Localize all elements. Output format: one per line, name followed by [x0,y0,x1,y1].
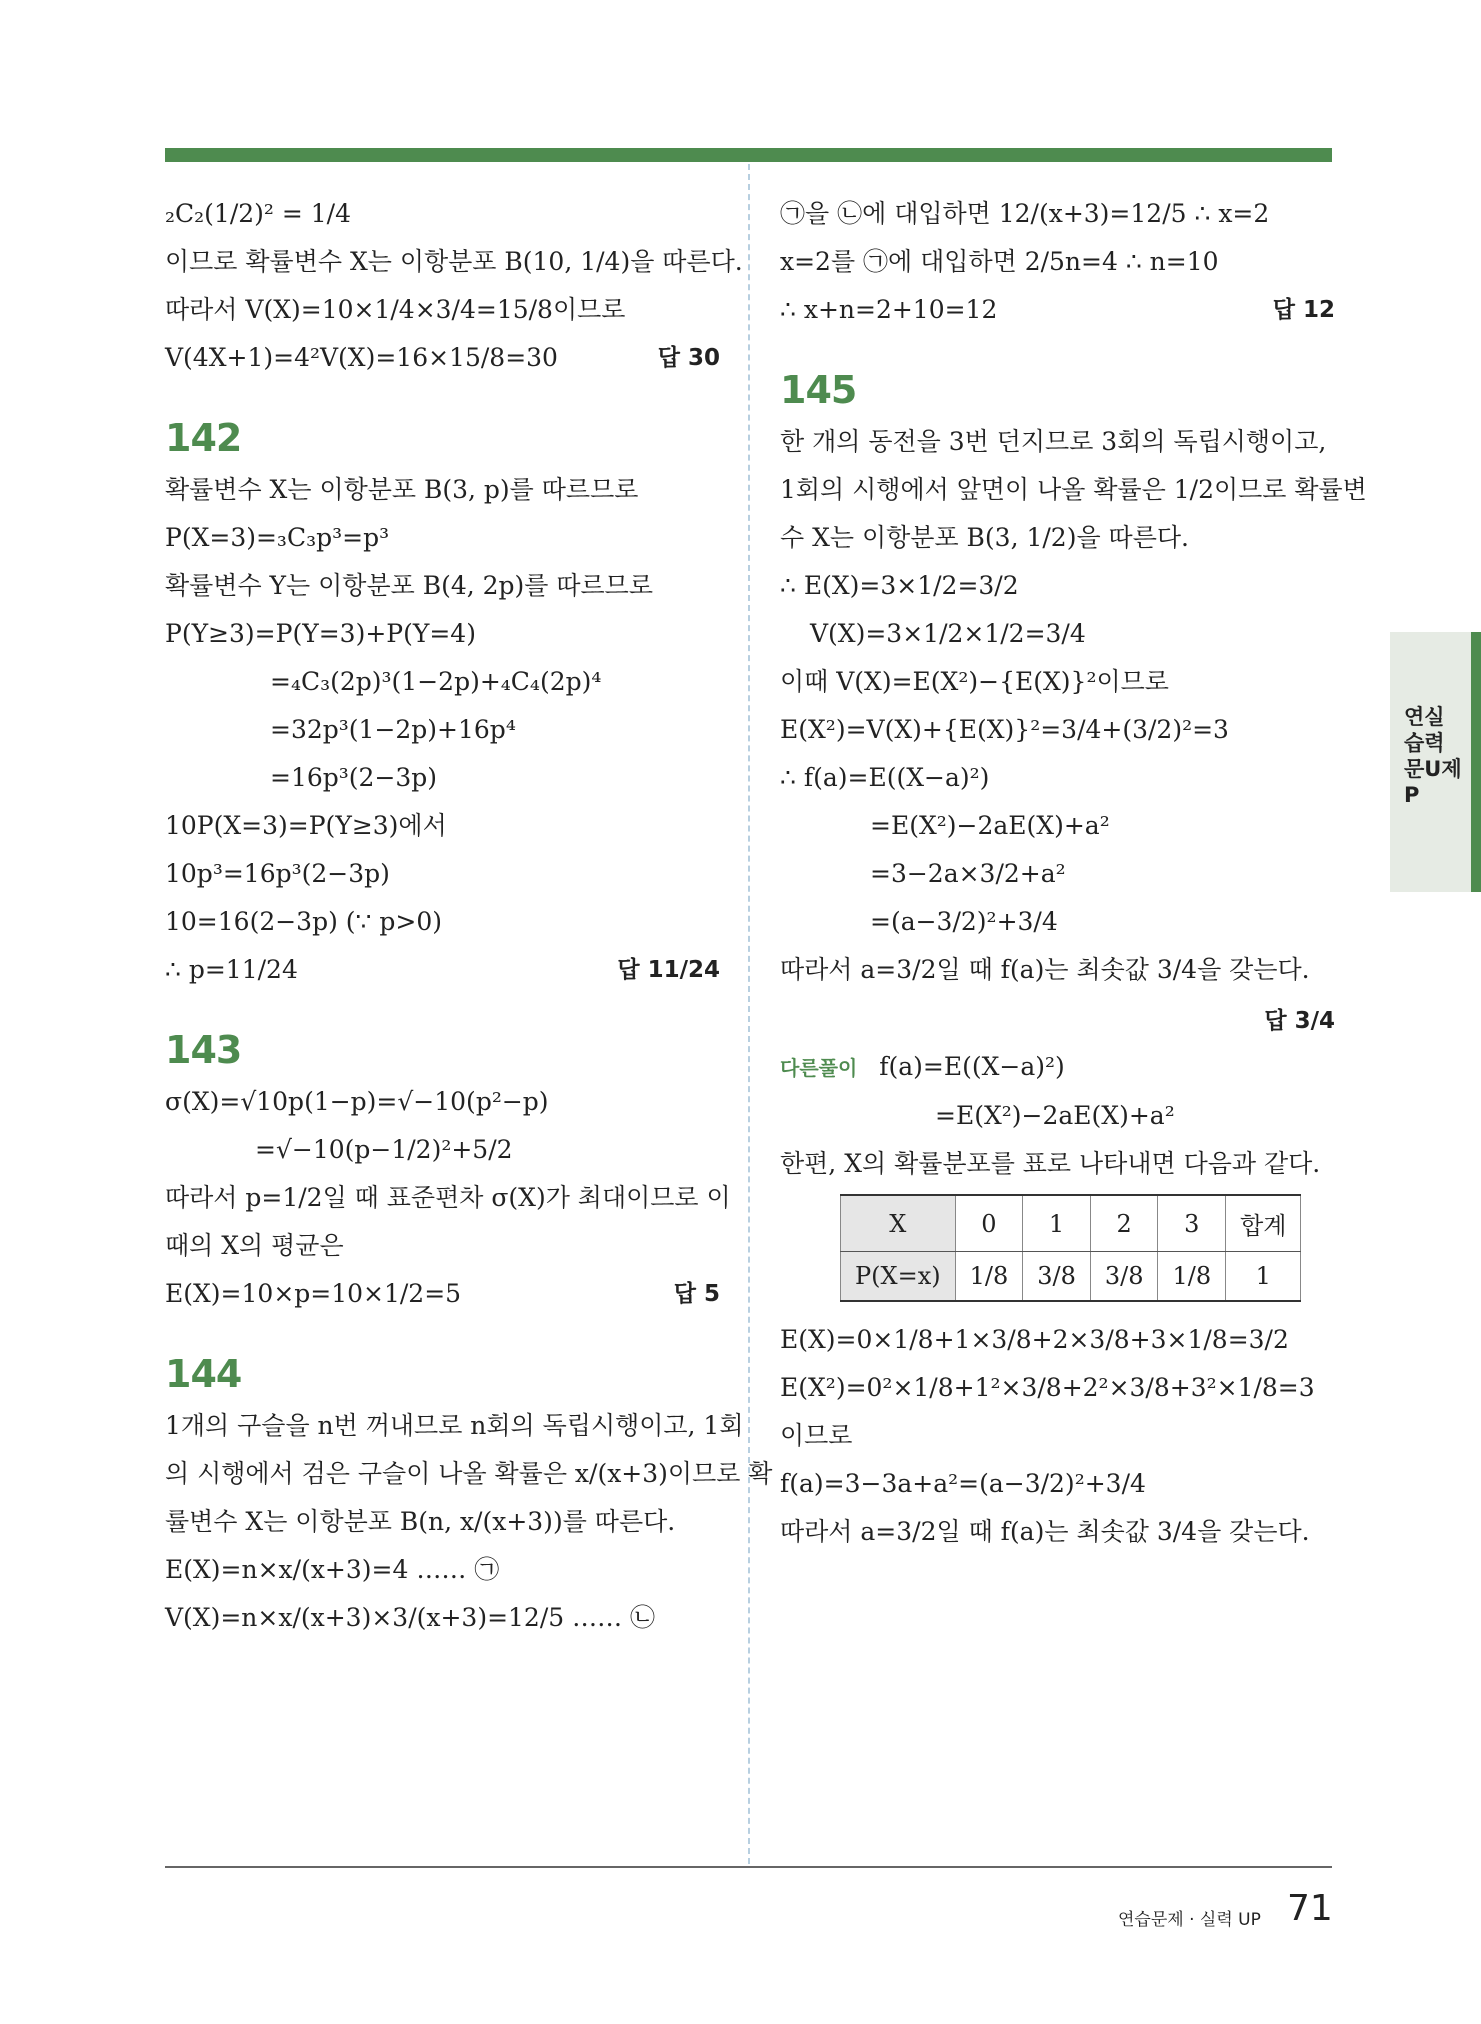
solution-line: σ(X)=√10p(1−p)=√−10(p²−p) [165,1087,549,1116]
solution-line: =E(X²)−2aE(X)+a² [935,1101,1175,1130]
solution-line: 따라서 V(X)=10×1/4×3/4=15/8이므로 [165,295,626,324]
answer-label: 답 12 [1272,297,1335,323]
solution-line: 한편, X의 확률분포를 표로 나타내면 다음과 같다. [780,1149,1321,1178]
left-column [165,190,773,1642]
solution-text: ∴ x+n=2+10=12 [780,295,998,324]
solution-line: 10=16(2−3p) (∵ p>0) [165,907,443,936]
solution-line: 이므로 확률변수 X는 이항분포 B(10, 1/4)을 따른다. [165,247,743,276]
solution-text: ∴ p=11/24 [165,955,298,984]
solution-line: 확률변수 Y는 이항분포 B(4, 2p)를 따르므로 [165,571,653,600]
solution-line: 1개의 구슬을 n번 꺼내므로 n회의 독립시행이고, 1회 [165,1411,744,1440]
solution-line: 이므로 [780,1421,853,1450]
chapter-side-tab [1390,632,1481,892]
solution-line: ₂C₂(1/2)² = 1/4 [165,199,352,228]
solution-line: =(a−3/2)²+3/4 [870,907,1058,936]
solution-line: 수 X는 이항분포 B(3, 1/2)을 따른다. [780,523,1189,552]
solution-line [165,1270,720,1318]
solution-line: E(X²)=V(X)+{E(X)}²=3/4+(3/2)²=3 [780,715,1229,744]
solution-line: 따라서 p=1/2일 때 표준편차 σ(X)가 최대이므로 이 [165,1183,731,1212]
problem-number-145: 145 [780,368,857,412]
solution-line: 의 시행에서 검은 구슬이 나올 확률은 x/(x+3)이므로 확 [165,1459,773,1488]
solution-line: =√−10(p−1/2)²+5/2 [255,1135,513,1164]
table-cell: 1/8 [1158,1252,1226,1302]
solution-line: ∴ E(X)=3×1/2=3/2 [780,571,1019,600]
problem-number-143: 143 [165,1028,242,1072]
solution-line: 10p³=16p³(2−3p) [165,859,390,888]
table-row [841,1195,1301,1252]
solution-text: f(a)=E((X−a)²) [879,1052,1065,1081]
answer-label: 답 30 [657,345,720,371]
table-cell: 2 [1090,1195,1158,1252]
solution-line: E(X)=n×x/(x+3)=4 …… ㉠ [165,1555,500,1584]
solution-line: 때의 X의 평균은 [165,1231,344,1260]
table-row [841,1252,1301,1302]
probability-distribution-table [840,1194,1301,1302]
solution-text: V(4X+1)=4²V(X)=16×15/8=30 [165,343,558,372]
column-divider [748,164,750,1864]
solution-line: 따라서 a=3/2일 때 f(a)는 최솟값 3/4을 갖는다. [780,955,1310,984]
solution-line: =16p³(2−3p) [270,763,438,792]
table-cell: 0 [955,1195,1023,1252]
solution-line: P(Y≥3)=P(Y=3)+P(Y=4) [165,619,476,648]
solution-line [780,286,1335,334]
problem-number-144: 144 [165,1352,242,1396]
solution-line: 1회의 시행에서 앞면이 나올 확률은 1/2이므로 확률변 [780,475,1367,504]
solution-line [165,946,720,994]
table-cell: 1/8 [955,1252,1023,1302]
solution-line: =E(X²)−2aE(X)+a² [870,811,1110,840]
table-cell: 1 [1226,1252,1301,1302]
alt-solution-line [780,1043,1335,1092]
solution-line: 10P(X=3)=P(Y≥3)에서 [165,811,447,840]
solution-line: ∴ f(a)=E((X−a)²) [780,763,990,792]
solution-line: =32p³(1−2p)+16p⁴ [270,715,516,744]
alt-solution-label: 다른풀이 [780,1056,858,1080]
solution-line [165,334,720,382]
solution-line: E(X)=0×1/8+1×3/8+2×3/8+3×1/8=3/2 [780,1325,1289,1354]
solution-line: x=2를 ㉠에 대입하면 2/5n=4 ∴ n=10 [780,247,1219,276]
solution-text: E(X)=10×p=10×1/2=5 [165,1279,462,1308]
solution-line: =3−2a×3/2+a² [870,859,1066,888]
solution-line: 이때 V(X)=E(X²)−{E(X)}²이므로 [780,667,1169,696]
table-cell: 3/8 [1023,1252,1091,1302]
table-cell: P(X=x) [841,1252,956,1302]
solution-line: P(X=3)=₃C₃p³=p³ [165,523,390,552]
table-cell: 1 [1023,1195,1091,1252]
table-cell: 합계 [1226,1195,1301,1252]
answer-label: 답 5 [673,1281,720,1307]
solution-line: 한 개의 동전을 3번 던지므로 3회의 독립시행이고, [780,427,1327,456]
side-tab-label: 연실습력문U제P [1404,705,1462,807]
solution-line: ㉠을 ㉡에 대입하면 12/(x+3)=12/5 ∴ x=2 [780,199,1270,228]
right-column [780,190,1367,1556]
solution-line: 확률변수 X는 이항분포 B(3, p)를 따르므로 [165,475,639,504]
problem-number-142: 142 [165,416,242,460]
solution-line: =₄C₃(2p)³(1−2p)+₄C₄(2p)⁴ [270,667,602,696]
solution-line: 률변수 X는 이항분포 B(n, x/(x+3))를 따른다. [165,1507,676,1536]
footer-label: 연습문제 · 실력 UP [1118,1910,1261,1930]
bottom-rule [165,1866,1332,1868]
answer-label: 답 3/4 [1264,1008,1335,1034]
table-cell: 3 [1158,1195,1226,1252]
top-rule [165,148,1332,162]
solution-line: f(a)=3−3a+a²=(a−3/2)²+3/4 [780,1469,1146,1498]
solution-line: V(X)=3×1/2×1/2=3/4 [810,619,1086,648]
solution-line: V(X)=n×x/(x+3)×3/(x+3)=12/5 …… ㉡ [165,1603,656,1632]
solution-line: 따라서 a=3/2일 때 f(a)는 최솟값 3/4을 갖는다. [780,1517,1310,1546]
answer-label: 답 11/24 [617,957,720,983]
table-cell: X [841,1195,956,1252]
table-cell: 3/8 [1090,1252,1158,1302]
page-number: 71 [1287,1888,1333,1929]
solution-line: E(X²)=0²×1/8+1²×3/8+2²×3/8+3²×1/8=3 [780,1373,1315,1402]
